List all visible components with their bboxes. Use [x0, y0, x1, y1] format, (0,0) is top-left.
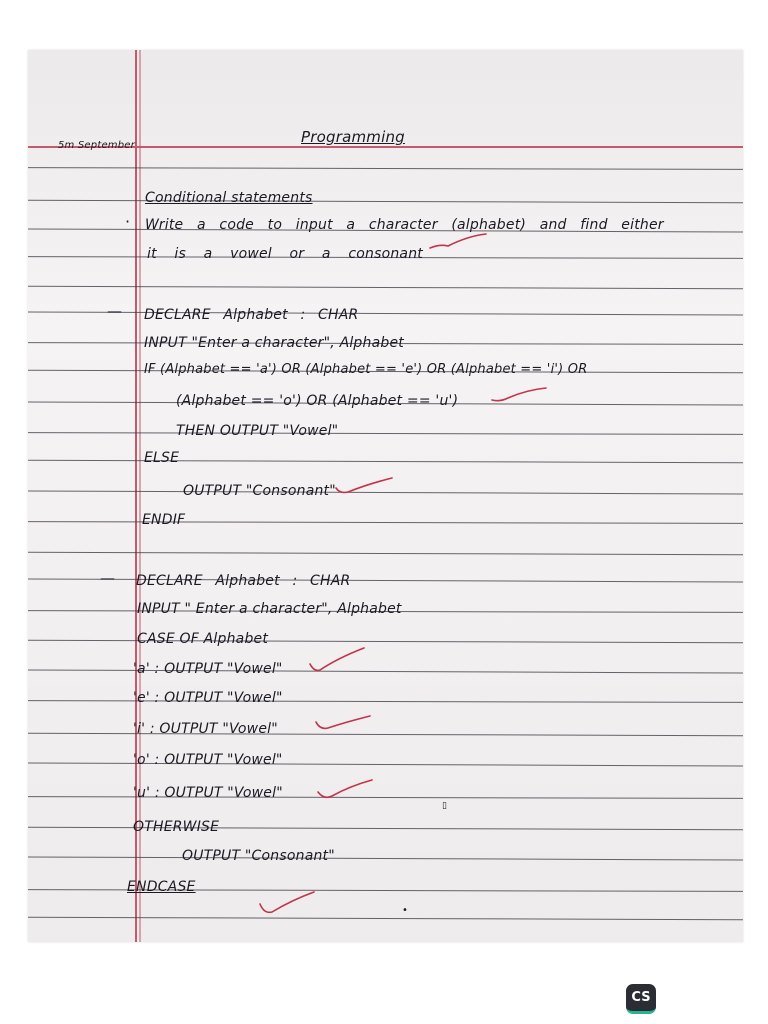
- check-mark-icon: [314, 712, 374, 736]
- code-line: IF (Alphabet == 'a') OR (Alphabet == 'e') OR (Alphabet == 'i') OR: [144, 362, 588, 377]
- code-line: ENDCASE: [127, 879, 196, 895]
- task-line-2: it is a vowel or a consonant: [147, 246, 423, 262]
- code-line: 'o' : OUTPUT "Vowel": [133, 752, 283, 768]
- code-line: ELSE: [144, 450, 180, 466]
- check-mark-icon: [316, 778, 376, 804]
- code-line: 'a' : OUTPUT "Vowel": [133, 661, 283, 677]
- date-label: 5m September: [58, 140, 135, 151]
- code-line: THEN OUTPUT "Vowel": [176, 423, 339, 439]
- check-mark-icon: [258, 888, 318, 916]
- page-title: Programming: [301, 128, 405, 146]
- check-mark-icon: [334, 476, 394, 500]
- margin-line-secondary: [139, 50, 141, 942]
- stray-dot: •: [402, 905, 409, 916]
- code-line: DECLARE Alphabet : CHAR: [144, 307, 359, 323]
- code-line: 'u' : OUTPUT "Vowel": [133, 785, 283, 801]
- section-heading: Conditional statements: [145, 190, 313, 206]
- code-line: OTHERWISE: [133, 819, 220, 835]
- check-mark-icon: [308, 646, 368, 676]
- code-line: 'e' : OUTPUT "Vowel": [133, 690, 283, 706]
- check-mark-icon: [428, 232, 488, 254]
- code-line: 'i' : OUTPUT "Vowel": [133, 721, 278, 737]
- if-block-marker: —: [107, 302, 123, 320]
- code-line: INPUT " Enter a character", Alphabet: [137, 601, 402, 617]
- notebook-page: [28, 50, 743, 942]
- code-line: OUTPUT "Consonant": [183, 483, 336, 499]
- code-line: OUTPUT "Consonant": [182, 848, 335, 864]
- camscanner-logo: CS: [626, 984, 656, 1014]
- check-mark-icon: [490, 386, 550, 408]
- case-block-marker: —: [100, 569, 116, 587]
- bullet-marker: ·: [125, 212, 131, 231]
- code-line: ENDIF: [142, 512, 186, 528]
- code-line: CASE OF Alphabet: [137, 631, 269, 647]
- code-line: DECLARE Alphabet : CHAR: [136, 573, 351, 589]
- margin-line: [135, 50, 137, 942]
- stray-mark: ▯: [442, 801, 448, 811]
- code-line: (Alphabet == 'o') OR (Alphabet == 'u'): [176, 393, 459, 409]
- code-line: INPUT "Enter a character", Alphabet: [144, 335, 404, 351]
- task-line-1: Write a code to input a character (alphabet) and find either: [145, 217, 664, 233]
